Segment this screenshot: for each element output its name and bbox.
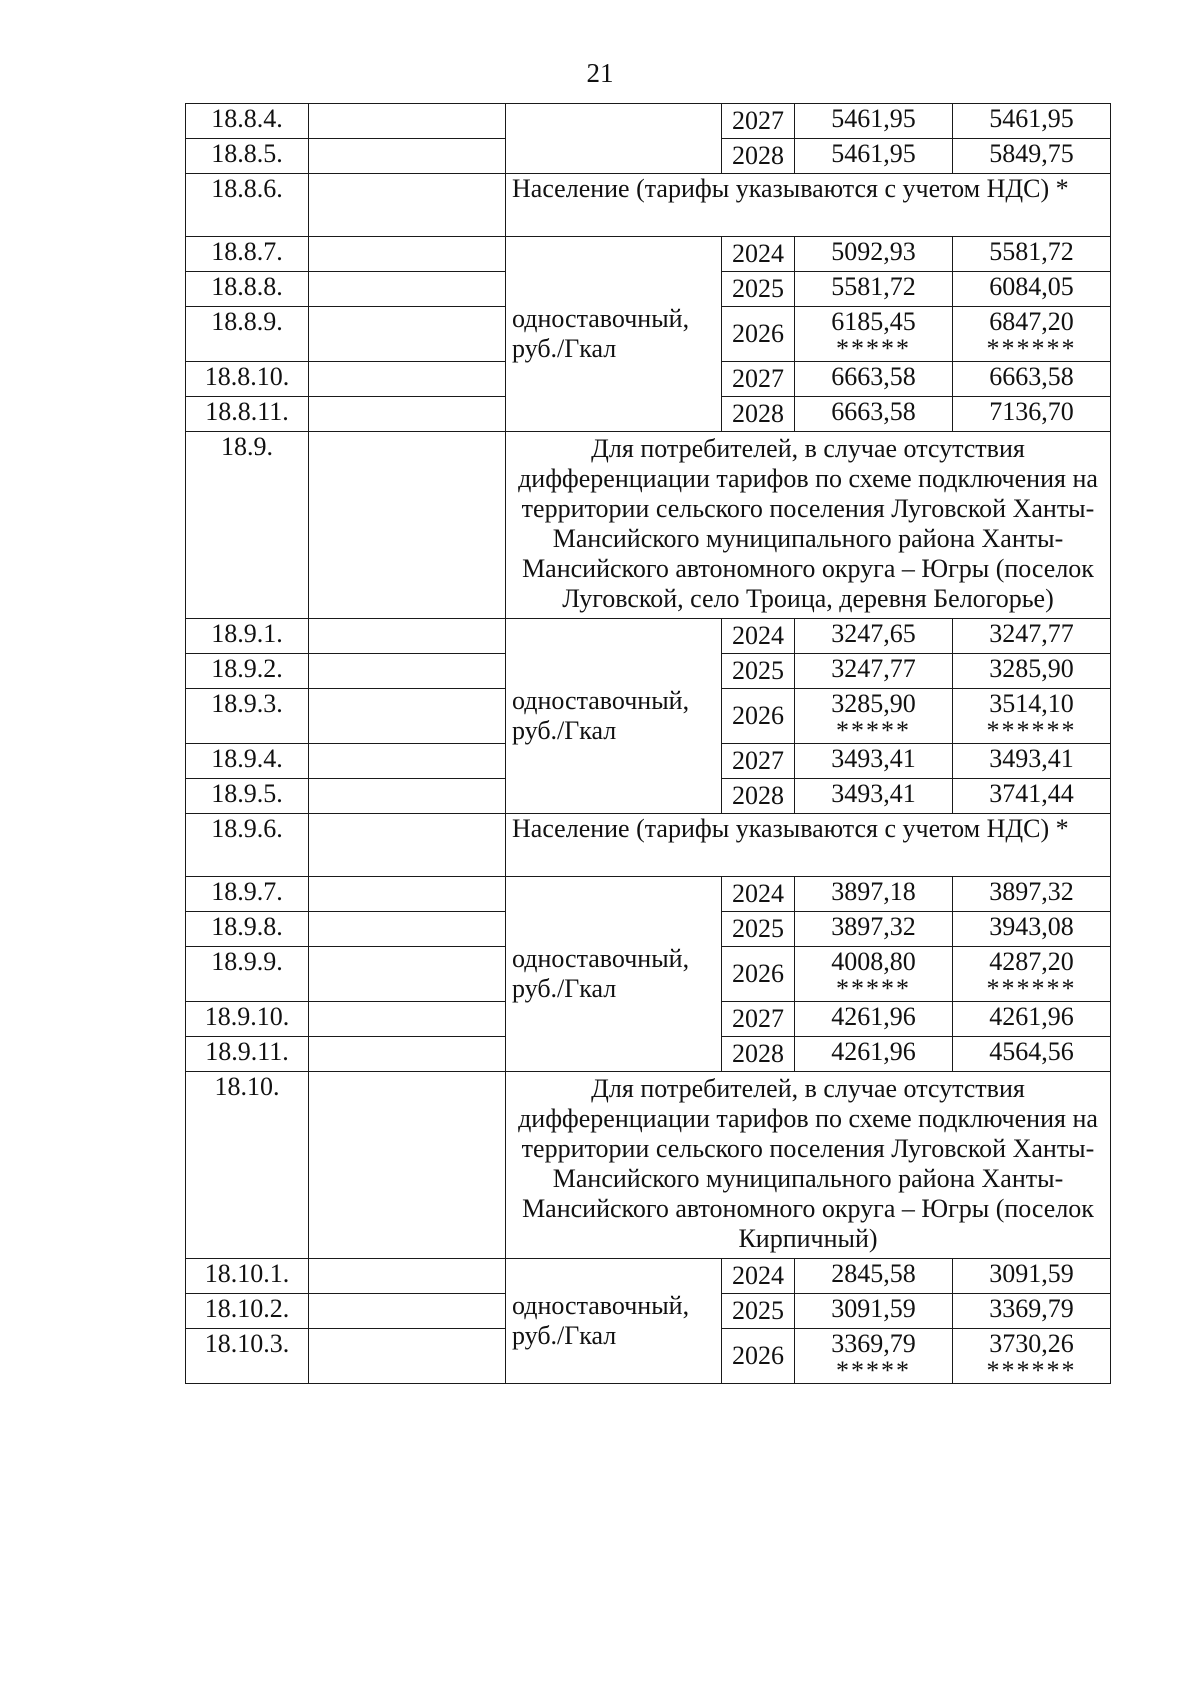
tariff-value: 5849,75 (953, 139, 1111, 174)
table-row (186, 174, 1111, 237)
unit-label: одноставочный, руб./Гкал (506, 877, 722, 1072)
row-number: 18.10. (186, 1072, 309, 1259)
unit-label: одноставочный, руб./Гкал (506, 619, 722, 814)
tariff-value: 3493,41 (953, 744, 1111, 779)
row-number: 18.8.8. (186, 272, 309, 307)
tariff-value: 3514,10 ****** (953, 689, 1111, 744)
tariff-value: 2845,58 (795, 1259, 953, 1294)
tariff-value: 4261,96 (795, 1037, 953, 1072)
tariff-value: 4261,96 (795, 1002, 953, 1037)
year-cell: 2024 (722, 619, 795, 654)
year-cell: 2025 (722, 272, 795, 307)
tariff-value: 4287,20 ****** (953, 947, 1111, 1002)
year-cell: 2027 (722, 362, 795, 397)
year-cell: 2024 (722, 877, 795, 912)
footnote-mark: ***** (836, 1356, 911, 1385)
tariff-value: 3943,08 (953, 912, 1111, 947)
tariff-value: 6185,45 ***** (795, 307, 953, 362)
row-number: 18.9.11. (186, 1037, 309, 1072)
page-number: 21 (586, 58, 614, 88)
footnote-mark: ***** (836, 716, 911, 745)
year-cell: 2025 (722, 654, 795, 689)
row-number: 18.10.2. (186, 1294, 309, 1329)
year-cell: 2024 (722, 237, 795, 272)
table-row (186, 619, 1111, 654)
section-description: Для потребителей, в случае отсутствия дифференциации тарифов по схеме подключения на территории сельского поселения Луговской Ханты-Мансийского муниципального района Ханты-Мансийского автономного округа – Югры (поселок Луговской, село Троица, деревня Белогорье) (506, 432, 1111, 619)
table-row (186, 1072, 1111, 1259)
row-number: 18.9.2. (186, 654, 309, 689)
year-cell: 2026 (722, 689, 795, 744)
tariff-value: 3493,41 (795, 779, 953, 814)
tariff-value: 3897,32 (795, 912, 953, 947)
population-note: Население (тарифы указываются с учетом НДС) * (506, 814, 1111, 877)
row-number: 18.9. (186, 432, 309, 619)
tariff-value: 5581,72 (953, 237, 1111, 272)
tariff-value: 5581,72 (795, 272, 953, 307)
row-number: 18.9.6. (186, 814, 309, 877)
tariff-value: 3247,77 (953, 619, 1111, 654)
tariff-value: 6847,20 ****** (953, 307, 1111, 362)
footnote-mark: ***** (836, 334, 911, 363)
table-row (186, 877, 1111, 912)
unit-label: одноставочный, руб./Гкал (506, 237, 722, 432)
tariff-value: 3091,59 (953, 1259, 1111, 1294)
tariff-table (185, 103, 1111, 1384)
tariff-value: 4564,56 (953, 1037, 1111, 1072)
unit-label: одноставочный, руб./Гкал (506, 1259, 722, 1384)
row-number: 18.10.1. (186, 1259, 309, 1294)
tariff-value: 3369,79 ***** (795, 1329, 953, 1384)
tariff-value: 5461,95 (795, 139, 953, 174)
tariff-value: 3897,18 (795, 877, 953, 912)
tariff-value: 5092,93 (795, 237, 953, 272)
year-cell: 2024 (722, 1259, 795, 1294)
row-number: 18.9.5. (186, 779, 309, 814)
year-cell: 2026 (722, 307, 795, 362)
row-number: 18.8.5. (186, 139, 309, 174)
row-number: 18.9.9. (186, 947, 309, 1002)
row-number: 18.8.11. (186, 397, 309, 432)
tariff-value: 6663,58 (795, 362, 953, 397)
row-number: 18.10.3. (186, 1329, 309, 1384)
tariff-value: 5461,95 (795, 104, 953, 139)
row-number: 18.9.10. (186, 1002, 309, 1037)
year-cell: 2027 (722, 104, 795, 139)
section-description: Для потребителей, в случае отсутствия дифференциации тарифов по схеме подключения на территории сельского поселения Луговской Ханты-Мансийского муниципального района Ханты-Мансийского автономного округа – Югры (поселок Кирпичный) (506, 1072, 1111, 1259)
tariff-value: 4261,96 (953, 1002, 1111, 1037)
tariff-value: 3091,59 (795, 1294, 953, 1329)
tariff-value: 3247,65 (795, 619, 953, 654)
table-row (186, 1259, 1111, 1294)
tariff-value: 5461,95 (953, 104, 1111, 139)
row-number: 18.8.6. (186, 174, 309, 237)
footnote-mark: ****** (986, 974, 1077, 1003)
footnote-mark: ***** (836, 974, 911, 1003)
row-number: 18.8.9. (186, 307, 309, 362)
year-cell: 2027 (722, 744, 795, 779)
row-number: 18.8.10. (186, 362, 309, 397)
footnote-mark: ****** (986, 1356, 1077, 1385)
year-cell: 2028 (722, 397, 795, 432)
tariff-value: 6084,05 (953, 272, 1111, 307)
row-number: 18.9.4. (186, 744, 309, 779)
year-cell: 2025 (722, 912, 795, 947)
tariff-value: 3247,77 (795, 654, 953, 689)
tariff-value: 4008,80 ***** (795, 947, 953, 1002)
footnote-mark: ****** (986, 716, 1077, 745)
tariff-value: 7136,70 (953, 397, 1111, 432)
table-row (186, 237, 1111, 272)
tariff-value: 3369,79 (953, 1294, 1111, 1329)
tariff-value: 3285,90 ***** (795, 689, 953, 744)
tariff-value: 3730,26 ****** (953, 1329, 1111, 1384)
tariff-value: 6663,58 (953, 362, 1111, 397)
tariff-value: 6663,58 (795, 397, 953, 432)
year-cell: 2025 (722, 1294, 795, 1329)
tariff-value: 3741,44 (953, 779, 1111, 814)
row-number: 18.8.7. (186, 237, 309, 272)
year-cell: 2028 (722, 779, 795, 814)
row-number: 18.9.3. (186, 689, 309, 744)
footnote-mark: ****** (986, 334, 1077, 363)
tariff-value: 3493,41 (795, 744, 953, 779)
year-cell: 2027 (722, 1002, 795, 1037)
year-cell: 2026 (722, 1329, 795, 1384)
row-number: 18.9.8. (186, 912, 309, 947)
row-number: 18.8.4. (186, 104, 309, 139)
tariff-value: 3285,90 (953, 654, 1111, 689)
table-row (186, 814, 1111, 877)
population-note: Население (тарифы указываются с учетом НДС) * (506, 174, 1111, 237)
year-cell: 2026 (722, 947, 795, 1002)
year-cell: 2028 (722, 139, 795, 174)
table-row (186, 432, 1111, 619)
row-number: 18.9.1. (186, 619, 309, 654)
table-row (186, 104, 1111, 139)
year-cell: 2028 (722, 1037, 795, 1072)
row-number: 18.9.7. (186, 877, 309, 912)
tariff-value: 3897,32 (953, 877, 1111, 912)
